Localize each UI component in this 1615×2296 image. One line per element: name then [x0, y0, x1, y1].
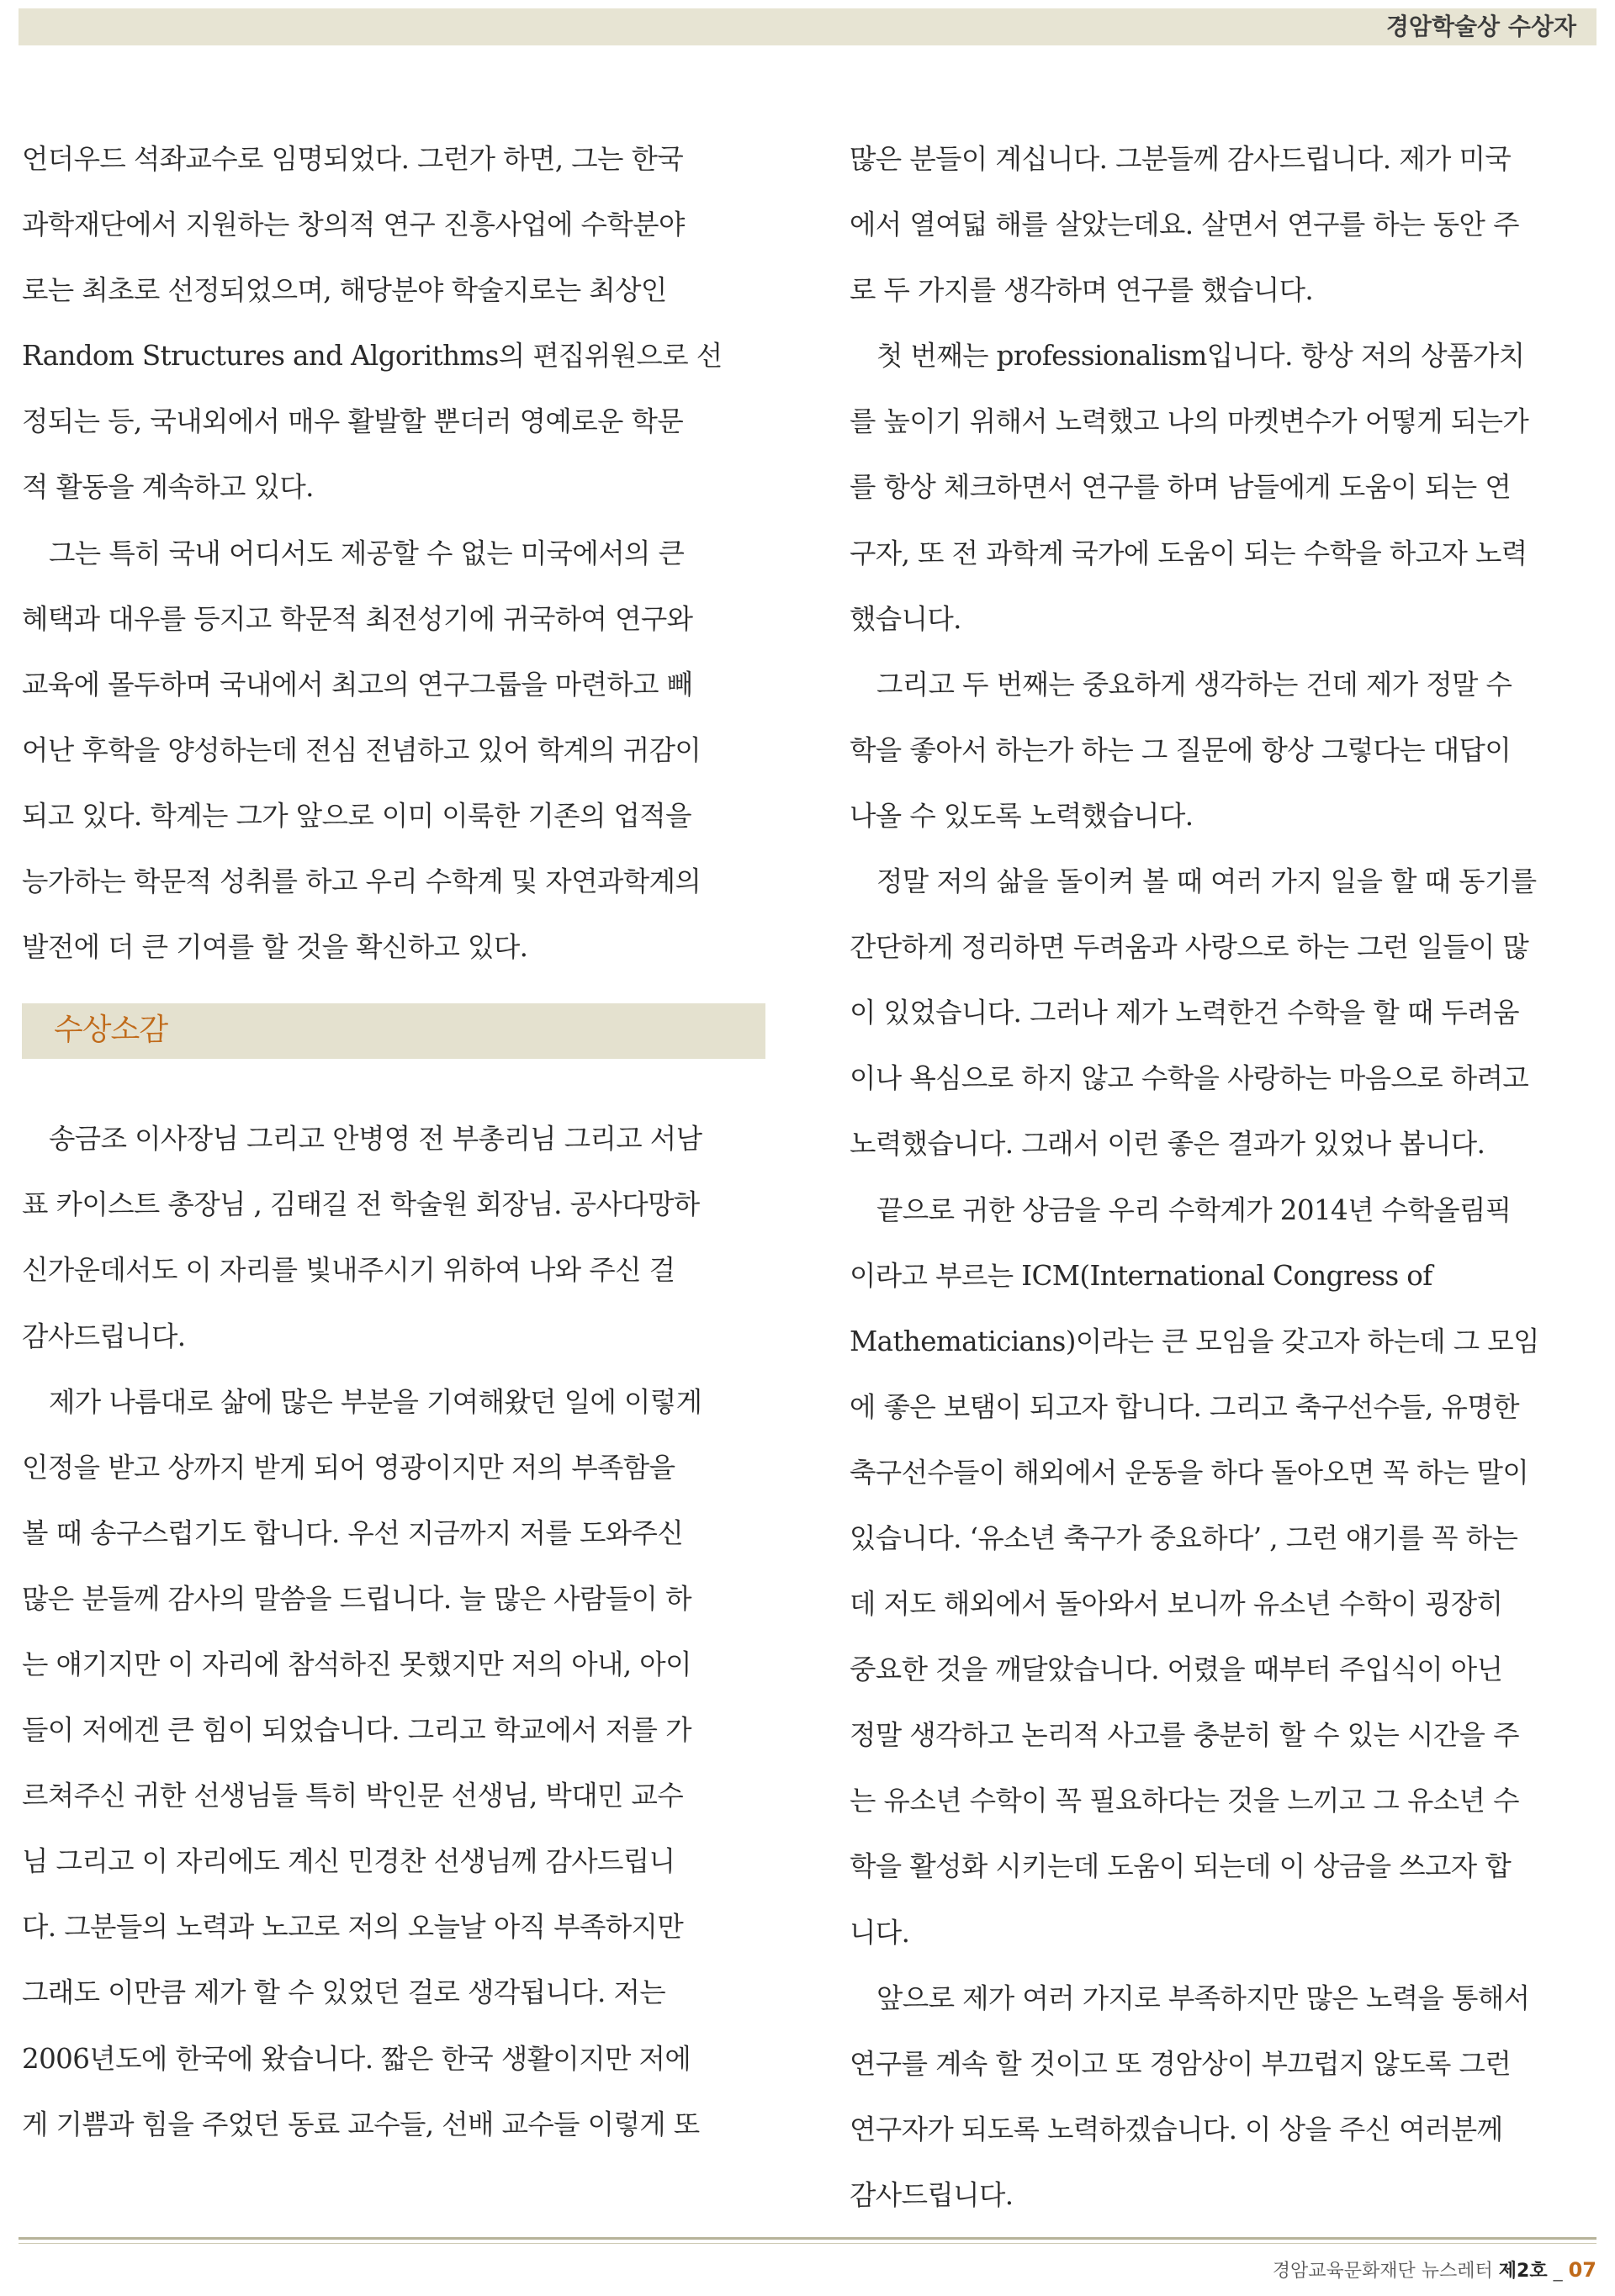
paragraph: 앞으로 제가 여러 가지로 부족하지만 많은 노력을 통해서 연구를 계속 할 것이고 또 경암상이 부끄럽지 않도록 그런 연구자가 되도록 노력하겠습니다. 이 상을 주신 여러분께 감사드립니다.: [850, 1981, 1530, 2211]
header-bar: [19, 8, 1596, 45]
paragraph: 그리고 두 번째는 중요하게 생각하는 건데 제가 정말 수 학을 좋아서 하는가 하는 그 질문에 항상 그렇다는 대답이 나올 수 있도록 노력했습니다.: [850, 668, 1512, 832]
paragraph: 첫 번째는 professionalism입니다. 항상 저의 상품가치 를 높이기 위해서 노력했고 나의 마켓변수가 어떻게 되는가 를 항상 체크하면서 연구를 하며 남들에게 도움이 되는 연 구자, 또 전 과학계 국가에 도움이 되는 수학을 하고자 노력 했습니다.: [850, 340, 1529, 635]
paragraph: 언더우드 석좌교수로 임명되었다. 그런가 하면, 그는 한국 과학재단에서 지원하는 창의적 연구 진흥사업에 수학분야 로는 최초로 선정되었으며, 해당분야 학술지로는 최상인 Random Structures and Algorithms의 편집위원으로 선 정되는 등, 국내외에서 매우 활발할 뿐더러 영예로운 학문 적 활동을 계속하고 있다.: [22, 143, 723, 504]
section-header-title: 경암학술상 수상자: [1385, 13, 1576, 40]
footer-issue: 제2호: [1498, 2261, 1548, 2282]
paragraph: 그는 특히 국내 어디서도 제공할 수 없는 미국에서의 큰 혜택과 대우를 등지고 학문적 최전성기에 귀국하여 연구와 교육에 몰두하며 국내에서 최고의 연구그룹을 마련하고 빼 어난 후학을 양성하는데 전심 전념하고 있어 학계의 귀감이 되고 있다. 학계는 그가 앞으로 이미 이룩한 기존의 업적을 능가하는 학문적 성취를 하고 우리 수학계 및 자연과학계의 발전에 더 큰 기여를 할 것을 확신하고 있다.: [22, 537, 702, 964]
footer-rule-thin: [19, 2243, 1596, 2244]
section-heading: 수상소감: [54, 1013, 168, 1048]
page-footer: [1273, 2257, 1596, 2284]
paragraph: 제가 나름대로 삶에 많은 부분을 기여해왔던 일에 이렇게 인정을 받고 상까지 받게 되어 영광이지만 저의 부족함을 볼 때 송구스럽기도 합니다. 우선 지금까지 저를 도와주신 많은 분들께 감사의 말씀을 드립니다. 늘 많은 사람들이 하 는 얘기지만 이 자리에 참석하진 못했지만 저의 아내, 아이 들이 저에겐 큰 힘이 되었습니다. 그리고 학교에서 저를 가 르쳐주신 귀한 선생님들 특히 박인문 선생님, 박대민 교수 님 그리고 이 자리에도 계신 민경찬 선생님께 감사드립니 다. 그분들의 노력과 노고로 저의 오늘날 아직 부족하지만 그래도 이만큼 제가 할 수 있었던 걸로 생각됩니다. 저는 2006년도에 한국에 왔습니다. 짧은 한국 생활이지만 저에 게 기쁨과 힘을 주었던 동료 교수들, 선배 교수들 이렇게 또: [22, 1385, 702, 2140]
footer-rule: [19, 2237, 1596, 2240]
paragraph: 정말 저의 삶을 돌이켜 볼 때 여러 가지 일을 할 때 동기를 간단하게 정리하면 두려움과 사랑으로 하는 그런 일들이 많 이 있었습니다. 그러나 제가 노력한건 수학을 할 때 두려움 이나 욕심으로 하지 않고 수학을 사랑하는 마음으로 하려고 노력했습니다. 그래서 이런 좋은 결과가 있었나 봅니다.: [850, 865, 1537, 1161]
left-column: [22, 126, 769, 2157]
paragraph: 끝으로 귀한 상금을 우리 수학계가 2014년 수학올림픽 이라고 부르는 ICM(International Congress of Mathematicians)이라는 큰 모임을 갖고자 하는데 그 모임 에 좋은 보탬이 되고자 합니다. 그리고 축구선수들, 유명한 축구선수들이 해외에서 운동을 하다 돌아오면 꼭 하는 말이 있습니다. ‘유소년 축구가 중요하다’ , 그런 얘기를 꼭 하는 데 저도 해외에서 돌아와서 보니까 유소년 수학이 굉장히 중요한 것을 깨달았습니다. 어렸을 때부터 주입식이 아닌 정말 생각하고 논리적 사고를 충분히 할 수 있는 시간을 주 는 유소년 수학이 꼭 필요하다는 것을 느끼고 그 유소년 수 학을 활성화 시키는데 도움이 되는데 이 상금을 쓰고자 합 니다.: [850, 1193, 1539, 1949]
right-column: [850, 126, 1596, 2228]
footer-separator: _: [1553, 2261, 1563, 2282]
paragraph: 많은 분들이 계십니다. 그분들께 감사드립니다. 제가 미국 에서 열여덟 해를 살았는데요. 살면서 연구를 하는 동안 주 로 두 가지를 생각하며 연구를 했습니다.: [850, 143, 1519, 307]
section-heading-bar: [22, 1003, 765, 1059]
page-number: 07: [1568, 2258, 1596, 2282]
paragraph: 송금조 이사장님 그리고 안병영 전 부총리님 그리고 서남 표 카이스트 총장님 , 김태길 전 학술원 회장님. 공사다망하 신가운데서도 이 자리를 빛내주시기 위하여 나와 주신 걸 감사드립니다.: [22, 1123, 702, 1352]
footer-publisher: 경암교육문화재단 뉴스레터: [1272, 2261, 1493, 2282]
